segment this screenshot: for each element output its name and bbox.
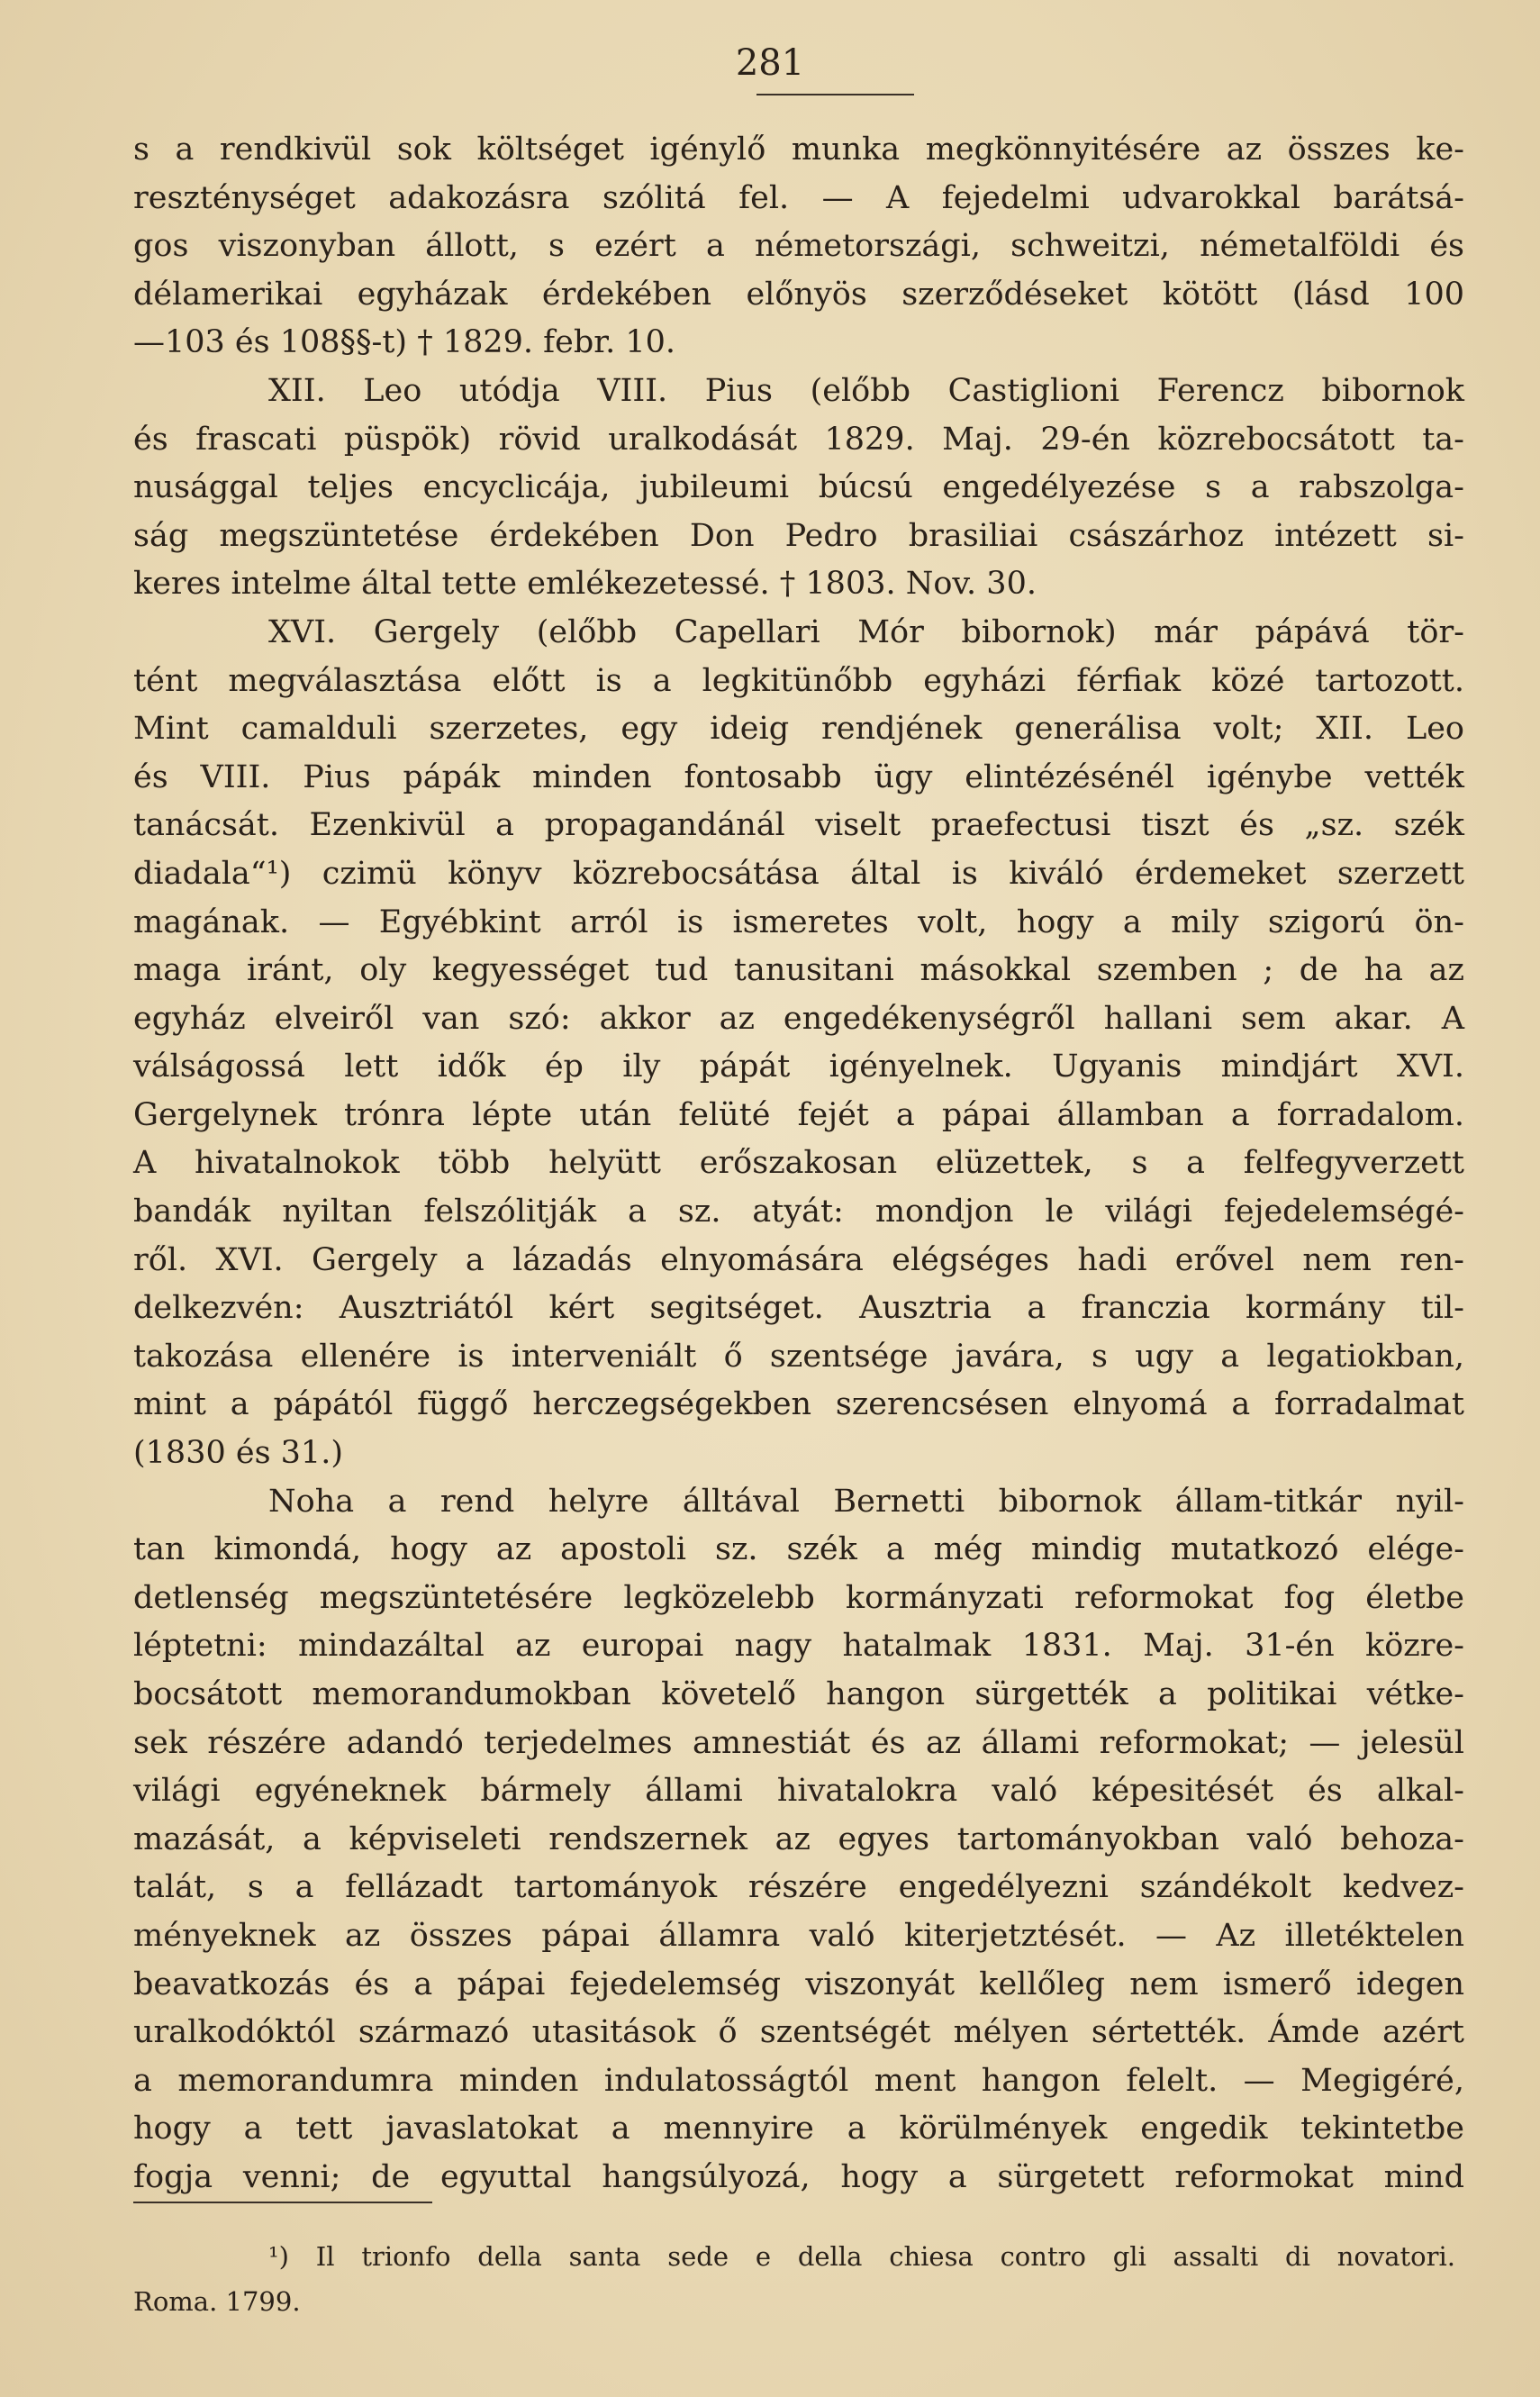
footnote-line: ¹) Il trionfo della santa sede e della chiesa contro gli assalti di novatori.	[268, 2241, 1455, 2272]
text-line: magának. — Egyébkint arról is ismeretes volt, hogy a mily szigorú ön-	[133, 903, 1464, 940]
text-line: ről. XVI. Gergely a lázadás elnyomására elégséges hadi erővel nem ren-	[133, 1241, 1464, 1278]
page-number: 281	[735, 42, 805, 84]
text-line: beavatkozás és a pápai fejedelemség viszonyát kellőleg nem ismerő idegen	[133, 1966, 1464, 2002]
text-line: léptetni: mindazáltal az europai nagy hatalmak 1831. Maj. 31-én közre-	[133, 1628, 1464, 1665]
text-line: fogja venni; de egyuttal hangsúlyozá, hogy a sürgetett reformokat mind	[133, 2158, 1464, 2195]
text-line: delkezvén: Ausztriától kért segitséget. Ausztria a franczia kormány til-	[133, 1290, 1464, 1327]
text-line: diadala“¹) czimü könyv közrebocsátása által is kiváló érdemeket szerzett	[133, 855, 1464, 892]
text-line: tanácsát. Ezenkivül a propagandánál viselt praefectusi tiszt és „sz. szék	[133, 807, 1464, 844]
footnote-line: Roma. 1799.	[133, 2286, 301, 2317]
text-line: tan kimondá, hogy az apostoli sz. szék a még mindig mutatkozó elége-	[133, 1531, 1464, 1568]
text-line: tént megválasztása előtt is a legkitünőbb egyházi férfiak közé tartozott.	[133, 662, 1464, 699]
text-line: sek részére adandó terjedelmes amnestiát és az állami reformokat; — jelesül	[133, 1724, 1464, 1761]
text-line: (1830 és 31.)	[133, 1435, 343, 1472]
text-line: keres intelme által tette emlékezetessé. † 1803. Nov. 30.	[133, 566, 1037, 603]
text-line: és frascati püspök) rövid uralkodását 1829. Maj. 29-én közrebocsátott ta-	[133, 421, 1464, 458]
text-line: reszténységet adakozásra szólitá fel. — A fejedelmi udvarokkal barátsá-	[133, 179, 1464, 216]
text-line: Gergelynek trónra lépte után felüté fejét a pápai államban a forradalom.	[133, 1096, 1464, 1133]
text-line: maga iránt, oly kegyességet tud tanusitani másokkal szemben ; de ha az	[133, 952, 1464, 989]
text-line: talát, s a fellázadt tartományok részére engedélyezni szándékolt kedvez-	[133, 1869, 1464, 1906]
text-line: válságossá lett idők ép ily pápát igényelnek. Ugyanis mindjárt XVI.	[133, 1049, 1464, 1085]
text-line: bocsátott memorandumokban követelő hangon sürgették a politikai vétke-	[133, 1676, 1464, 1712]
page-number-rule	[756, 94, 914, 95]
body-text	[133, 126, 1464, 2202]
text-line: világi egyéneknek bármely állami hivatalokra való képesitését és alkal-	[133, 1773, 1464, 1810]
text-line: ság megszüntetése érdekében Don Pedro brasiliai császárhoz intézett si-	[133, 517, 1464, 554]
text-line: mazását, a képviseleti rendszernek az egyes tartományokban való behoza-	[133, 1820, 1464, 1857]
text-line: uralkodóktól származó utasitások ő szentségét mélyen sértették. Ámde azért	[133, 2014, 1464, 2051]
text-line: és VIII. Pius pápák minden fontosabb ügy elintézésénél igénybe vették	[133, 758, 1464, 795]
text-line: egyház elveiről van szó: akkor az engedékenységről hallani sem akar. A	[133, 1000, 1464, 1037]
text-line: s a rendkivül sok költséget igénylő munka megkönnyitésére az összes ke-	[133, 132, 1464, 168]
text-line: a memorandumra minden indulatosságtól ment hangon felelt. — Megigéré,	[133, 2062, 1464, 2099]
text-line: XII. Leo utódja VIII. Pius (előbb Castiglioni Ferencz bibornok	[268, 372, 1464, 409]
text-line: nusággal teljes encyclicája, jubileumi búcsú engedélyezése s a rabszolga-	[133, 469, 1464, 506]
footnotes	[133, 2234, 1455, 2324]
text-line: XVI. Gergely (előbb Capellari Mór bibornok) már pápává tör-	[268, 613, 1464, 650]
text-line: —103 és 108§§-t) † 1829. febr. 10.	[133, 324, 676, 361]
text-line: Noha a rend helyre álltával Bernetti bibornok állam-titkár nyil-	[268, 1483, 1464, 1520]
text-line: hogy a tett javaslatokat a mennyire a körülmények engedik tekintetbe	[133, 2111, 1464, 2147]
text-line: bandák nyiltan felszólitják a sz. atyát: mondjon le világi fejedelemségé-	[133, 1194, 1464, 1230]
text-line: Mint camalduli szerzetes, egy ideig rendjének generálisa volt; XII. Leo	[133, 711, 1464, 748]
text-line: takozása ellenére is interveniált ő szentsége javára, s ugy a legatiokban,	[133, 1338, 1464, 1375]
text-line: detlenség megszüntetésére legközelebb kormányzati reformokat fog életbe	[133, 1579, 1464, 1616]
text-line: délamerikai egyházak érdekében előnyös szerződéseket kötött (lásd 100	[133, 276, 1464, 313]
footnote-rule	[133, 2202, 432, 2203]
text-line: ményeknek az összes pápai államra való kiterjetztését. — Az illetéktelen	[133, 1917, 1464, 1954]
text-line: mint a pápától függő herczegségekben szerencsésen elnyomá a forradalmat	[133, 1386, 1464, 1423]
text-line: A hivatalnokok több helyütt erőszakosan elüzettek, s a felfegyverzett	[133, 1145, 1464, 1182]
text-line: gos viszonyban állott, s ezért a németországi, schweitzi, németalföldi és	[133, 228, 1464, 265]
